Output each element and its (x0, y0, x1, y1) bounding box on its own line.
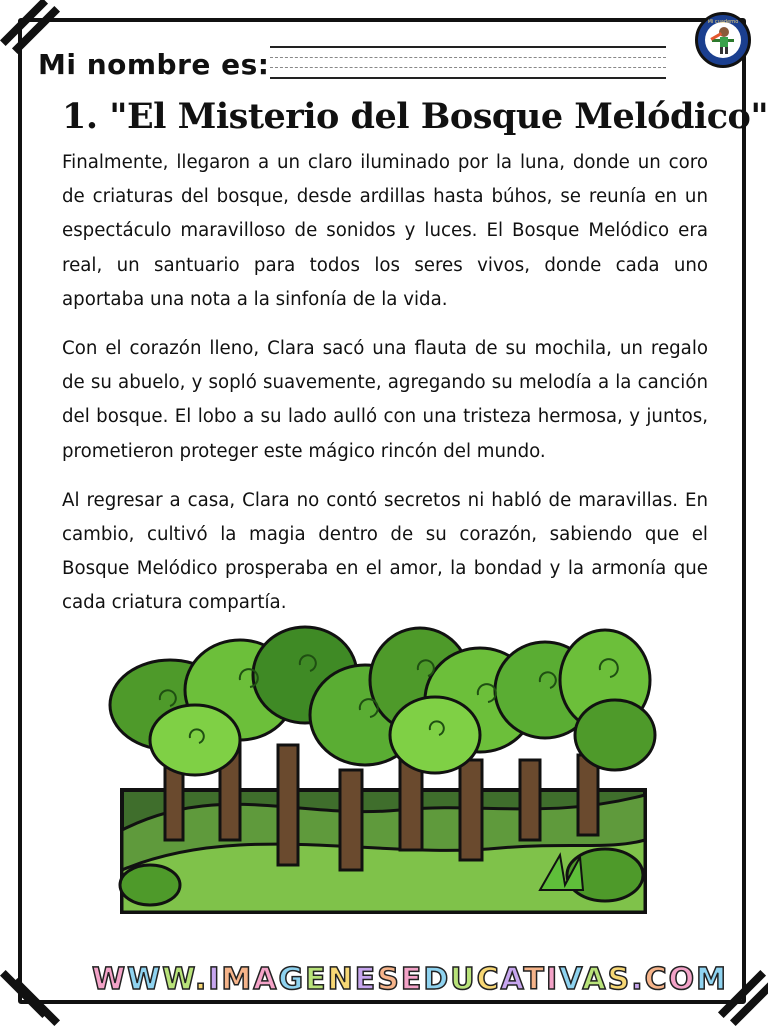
footer-url[interactable]: WWW.IMAGENESEDUCATIVAS.COM (92, 962, 729, 997)
story-title: 1. "El Misterio del Bosque Melódico" (62, 96, 768, 137)
story-paragraph-1: Finalmente, llegaron a un claro iluminado por la luna, donde un coro de criaturas del bosque, desde ardillas hasta búhos, se reunía en un espectáculo maravilloso de sonidos y luces. El Bosque Melódico era real, un santuario para todos los seres vivos, donde cada uno aportaba una nota a la sinfonía de la vida. (62, 152, 708, 310)
name-label: Mi nombre es: (38, 48, 270, 81)
story-paragraph-3: Al regresar a casa, Clara no contó secretos ni habló de maravillas. En cambio, cultivó la magia dentro de su corazón, sabiendo que el Bosque Melódico prosperaba en el amor, la bondad y la armonía que cada criatura compartía. (62, 489, 708, 614)
logo-text: Mi cuaderno (707, 19, 739, 25)
forest-illustration-icon (100, 620, 670, 920)
name-writing-lines[interactable] (270, 44, 666, 80)
story-body (62, 146, 708, 636)
name-row (38, 42, 668, 86)
story-paragraph-2: Con el corazón lleno, Clara sacó una flauta de su mochila, un regalo de su abuelo, y sopló suavemente, agregando su melodía a la canción del bosque. El lobo a su lado aulló con una tristeza hermosa, y juntos, prometieron proteger este mágico rincón del mundo. (62, 338, 708, 462)
school-boy-logo-icon (695, 12, 751, 68)
